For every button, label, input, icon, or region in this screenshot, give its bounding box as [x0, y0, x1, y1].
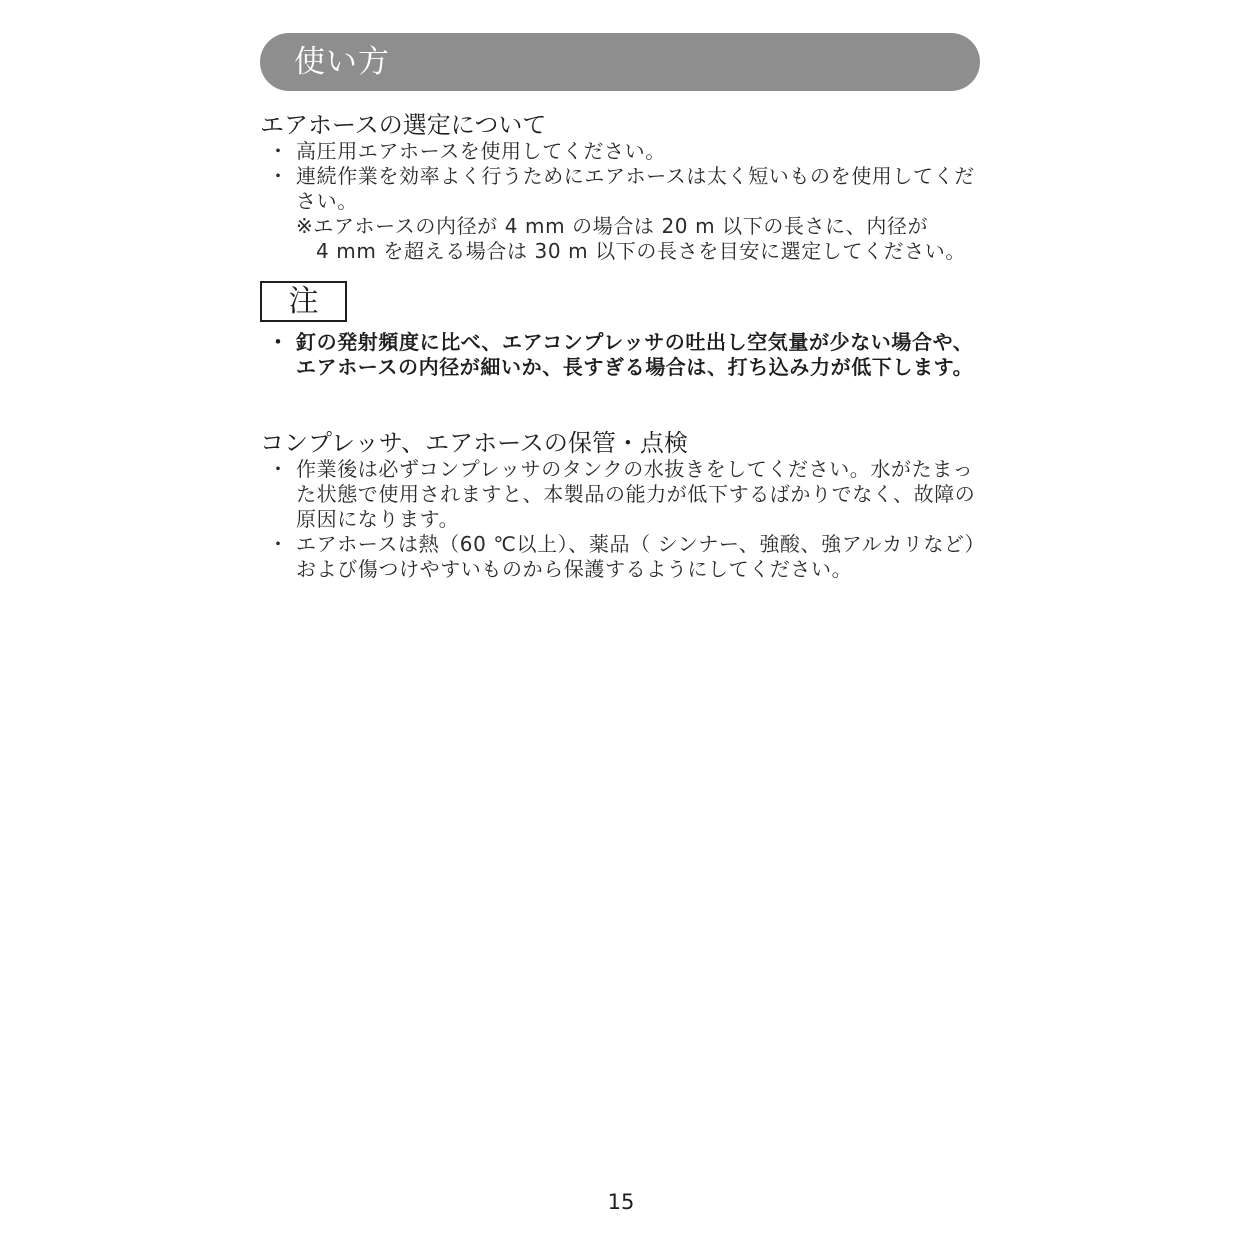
- page-number: 15: [607, 1190, 635, 1214]
- note-line-1: ※エアホースの内径が 4 mm の場合は 20 m 以下の長さに、内径が: [296, 214, 929, 238]
- list-item: [260, 164, 982, 264]
- list-item-text: エアホースは熱（60 ℃以上）、薬品（ シンナー、強酸、強アルカリなど）および傷つけやすいものから保護するようにしてください。: [296, 532, 976, 581]
- manual-page: [260, 0, 982, 1240]
- caution-text: 釘の発射頻度に比べ、エアコンプレッサの吐出し空気量が少ない場合や、エアホースの内径が細いか、長すぎる場合は、打ち込み力が低下します。: [296, 330, 974, 379]
- note-line-2: 4 mm を超える場合は 30 m 以下の長さを目安に選定してください。: [316, 239, 967, 263]
- list-item: [260, 457, 982, 532]
- bullet-icon: ・: [268, 457, 289, 481]
- list-item: [260, 532, 982, 582]
- list-item-text: 高圧用エアホースを使用してください。: [296, 139, 666, 163]
- storage-heading: コンプレッサ、エアホースの保管・点検: [260, 429, 688, 457]
- list-item-text: 連続作業を効率よく行うためにエアホースは太く短いものを使用してください。: [296, 164, 975, 213]
- storage-list: [260, 457, 982, 582]
- caution-box: [260, 281, 347, 322]
- list-item: [260, 139, 982, 164]
- hose-selection-list: [260, 139, 982, 264]
- caution-list: [260, 330, 982, 380]
- bullet-icon: ・: [268, 532, 289, 556]
- bullet-icon: ・: [268, 330, 289, 354]
- bullet-icon: ・: [268, 164, 289, 188]
- title-bar: [260, 33, 980, 91]
- list-item: [260, 330, 982, 380]
- page-title: 使い方: [294, 44, 390, 80]
- list-item-text: 作業後は必ずコンプレッサのタンクの水抜きをしてください。水がたまった状態で使用されますと、本製品の能力が低下するばかりでなく、故障の原因になります。: [296, 457, 976, 531]
- hose-selection-heading: エアホースの選定について: [260, 111, 547, 139]
- bullet-icon: ・: [268, 139, 289, 163]
- caution-label: 注: [288, 284, 319, 319]
